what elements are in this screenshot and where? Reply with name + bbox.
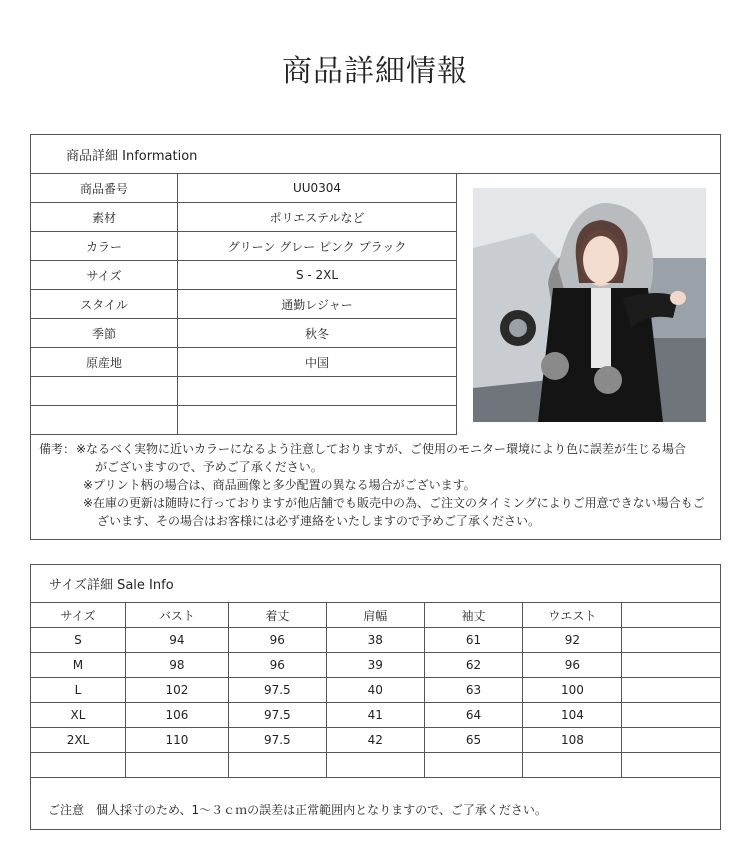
size-header-title: サイズ詳細 Sale Info	[49, 578, 174, 593]
info-row	[31, 406, 457, 435]
size-cell: 102	[125, 678, 228, 703]
size-table	[30, 602, 721, 778]
size-cell: 2XL	[31, 728, 126, 753]
note-line: ざいます、その場合はお客様には必ず連絡をいたしますので予めご了承ください。	[97, 514, 541, 528]
info-table	[30, 173, 457, 435]
size-cell: 100	[523, 678, 622, 703]
info-value: 中国	[178, 348, 457, 377]
size-cell: 96	[228, 628, 326, 653]
size-cell	[622, 678, 721, 703]
info-value: 通勤レジャー	[178, 290, 457, 319]
size-cell: L	[31, 678, 126, 703]
size-column-header: 着丈	[228, 603, 326, 628]
size-column-header: サイズ	[31, 603, 126, 628]
notes-label: 備考：	[39, 442, 76, 456]
size-cell: 92	[523, 628, 622, 653]
size-cell	[424, 753, 523, 778]
info-header-title: 商品詳細 Information	[66, 148, 198, 164]
info-row	[31, 174, 457, 203]
product-photo-illustration	[473, 188, 706, 422]
size-cell	[622, 653, 721, 678]
size-cell	[125, 753, 228, 778]
size-cell: 42	[326, 728, 424, 753]
info-value: S - 2XL	[178, 261, 457, 290]
info-value: UU0304	[178, 174, 457, 203]
size-cell: 61	[424, 628, 523, 653]
info-value: グリーン グレー ピンク ブラック	[178, 232, 457, 261]
size-cell: XL	[31, 703, 126, 728]
info-row	[31, 319, 457, 348]
size-cell: 98	[125, 653, 228, 678]
size-row	[31, 728, 721, 753]
size-cell: 64	[424, 703, 523, 728]
size-cell	[228, 753, 326, 778]
info-value	[178, 406, 457, 435]
size-column-header: ウエスト	[523, 603, 622, 628]
size-cell	[31, 753, 126, 778]
size-cell	[622, 728, 721, 753]
info-row	[31, 348, 457, 377]
info-key: 素材	[31, 203, 178, 232]
size-column-header	[622, 603, 721, 628]
size-cell: 104	[523, 703, 622, 728]
note-line: ※在庫の更新は随時に行っておりますが他店舗でも販売中の為、ご注文のタイミングによりご用意できない場合もご	[83, 496, 705, 510]
size-cell: 97.5	[228, 678, 326, 703]
size-cell: 65	[424, 728, 523, 753]
info-key: 季節	[31, 319, 178, 348]
info-key: カラー	[31, 232, 178, 261]
note-line: がございますので、予めご了承ください。	[95, 460, 323, 474]
size-row	[31, 753, 721, 778]
size-cell: 63	[424, 678, 523, 703]
size-cell	[622, 753, 721, 778]
info-row	[31, 203, 457, 232]
size-cell	[326, 753, 424, 778]
size-cell	[523, 753, 622, 778]
size-cell: M	[31, 653, 126, 678]
size-cell: 40	[326, 678, 424, 703]
size-cell: 110	[125, 728, 228, 753]
info-row	[31, 232, 457, 261]
size-cell: 41	[326, 703, 424, 728]
info-section	[30, 134, 721, 540]
size-column-header: 肩幅	[326, 603, 424, 628]
size-cell: 97.5	[228, 703, 326, 728]
size-section	[30, 564, 721, 830]
info-header	[31, 135, 720, 174]
info-value: ポリエステルなど	[178, 203, 457, 232]
size-cell: 96	[523, 653, 622, 678]
size-cell	[622, 703, 721, 728]
info-key	[31, 377, 178, 406]
info-key: スタイル	[31, 290, 178, 319]
size-row	[31, 703, 721, 728]
size-cell: 106	[125, 703, 228, 728]
size-cell: S	[31, 628, 126, 653]
info-value	[178, 377, 457, 406]
info-row	[31, 290, 457, 319]
size-cell: 97.5	[228, 728, 326, 753]
size-row	[31, 678, 721, 703]
size-footer-note: ご注意 個人採寸のため、1～３ｃｍの誤差は正常範囲内となりますので、ご了承ください。	[48, 803, 547, 817]
info-row	[31, 377, 457, 406]
size-column-header: バスト	[125, 603, 228, 628]
info-key: サイズ	[31, 261, 178, 290]
info-row	[31, 261, 457, 290]
info-key: 原産地	[31, 348, 178, 377]
page-title: 商品詳細情報	[282, 54, 468, 89]
info-value: 秋冬	[178, 319, 457, 348]
notes-block	[39, 440, 712, 530]
size-cell: 38	[326, 628, 424, 653]
size-row	[31, 628, 721, 653]
size-cell	[622, 628, 721, 653]
size-header	[31, 565, 720, 603]
size-column-header: 袖丈	[424, 603, 523, 628]
size-cell: 39	[326, 653, 424, 678]
info-key: 商品番号	[31, 174, 178, 203]
size-cell: 108	[523, 728, 622, 753]
size-cell: 62	[424, 653, 523, 678]
note-line: ※なるべく実物に近いカラーになるよう注意しておりますが、ご使用のモニター環境により色に誤差が生じる場合	[76, 442, 687, 456]
size-cell: 96	[228, 653, 326, 678]
info-key	[31, 406, 178, 435]
size-cell: 94	[125, 628, 228, 653]
product-photo	[473, 188, 706, 422]
size-row	[31, 653, 721, 678]
note-line: ※プリント柄の場合は、商品画像と多少配置の異なる場合がございます。	[83, 478, 476, 492]
